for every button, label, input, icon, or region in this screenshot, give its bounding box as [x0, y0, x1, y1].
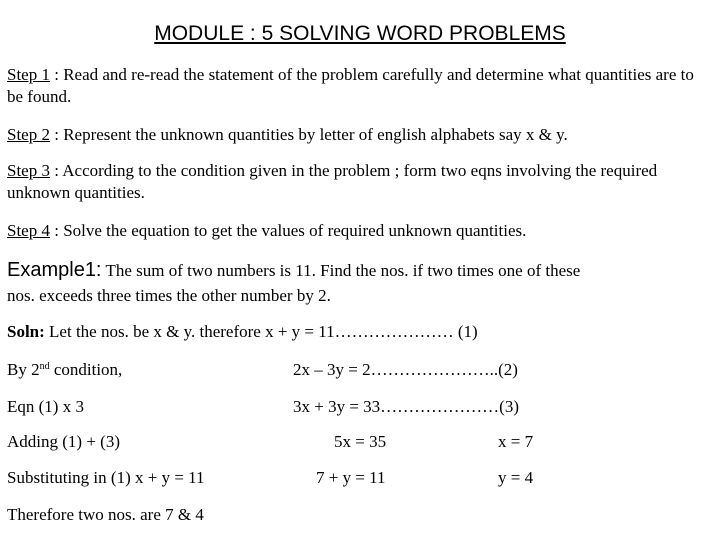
row2-sup: nd: [39, 361, 50, 372]
page-title: MODULE : 5 SOLVING WORD PROBLEMS: [154, 22, 566, 45]
step-3: [7, 160, 713, 204]
example-text-2: nos. exceeds three times the other number by 2.: [7, 286, 331, 305]
soln-text: Let the nos. be x & y. therefore x + y = 11………………… (1): [49, 322, 478, 341]
step-3-label: Step 3: [7, 161, 50, 180]
soln-label: Soln:: [7, 322, 45, 341]
step-1-text: : Read and re-read the statement of the problem carefully and determine what quantities are to be found.: [7, 65, 694, 106]
step-1: [7, 64, 713, 108]
row3-left: Eqn (1) x 3: [7, 397, 84, 416]
step-2-label: Step 2: [7, 125, 50, 144]
row4-left: Adding (1) + (3): [7, 432, 120, 451]
soln-line: [7, 322, 478, 342]
equation-3: 3x + 3y = 33…………………(3): [293, 397, 519, 416]
row5-left: Substituting in (1) x + y = 11: [7, 468, 205, 487]
step-4: [7, 220, 713, 242]
example-label: Example1:: [7, 259, 102, 281]
row5-mid: 7 + y = 11: [316, 468, 386, 487]
row4-right: x = 7: [498, 432, 534, 451]
equation-2: 2x – 3y = 2…………………..(2): [293, 360, 518, 379]
row2-cond: condition,: [49, 360, 123, 379]
step-2-text: : Represent the unknown quantities by letter of english alphabets say x & y.: [54, 125, 568, 144]
step-4-text: : Solve the equation to get the values of required unknown quantities.: [54, 221, 527, 240]
conclusion: Therefore two nos. are 7 & 4: [7, 505, 204, 524]
step-1-label: Step 1: [7, 65, 50, 84]
row4-mid: 5x = 35: [334, 432, 387, 451]
row2-left: [7, 360, 122, 380]
row5-right: y = 4: [498, 468, 534, 487]
row2-by: By 2: [7, 360, 40, 379]
step-4-label: Step 4: [7, 221, 50, 240]
example-text: The sum of two numbers is 11. Find the nos. if two times one of these: [105, 261, 581, 280]
example-1: [7, 259, 713, 307]
step-2: [7, 124, 713, 146]
step-3-text: : According to the condition given in the problem ; form two eqns involving the required unknown quantities.: [7, 161, 658, 202]
